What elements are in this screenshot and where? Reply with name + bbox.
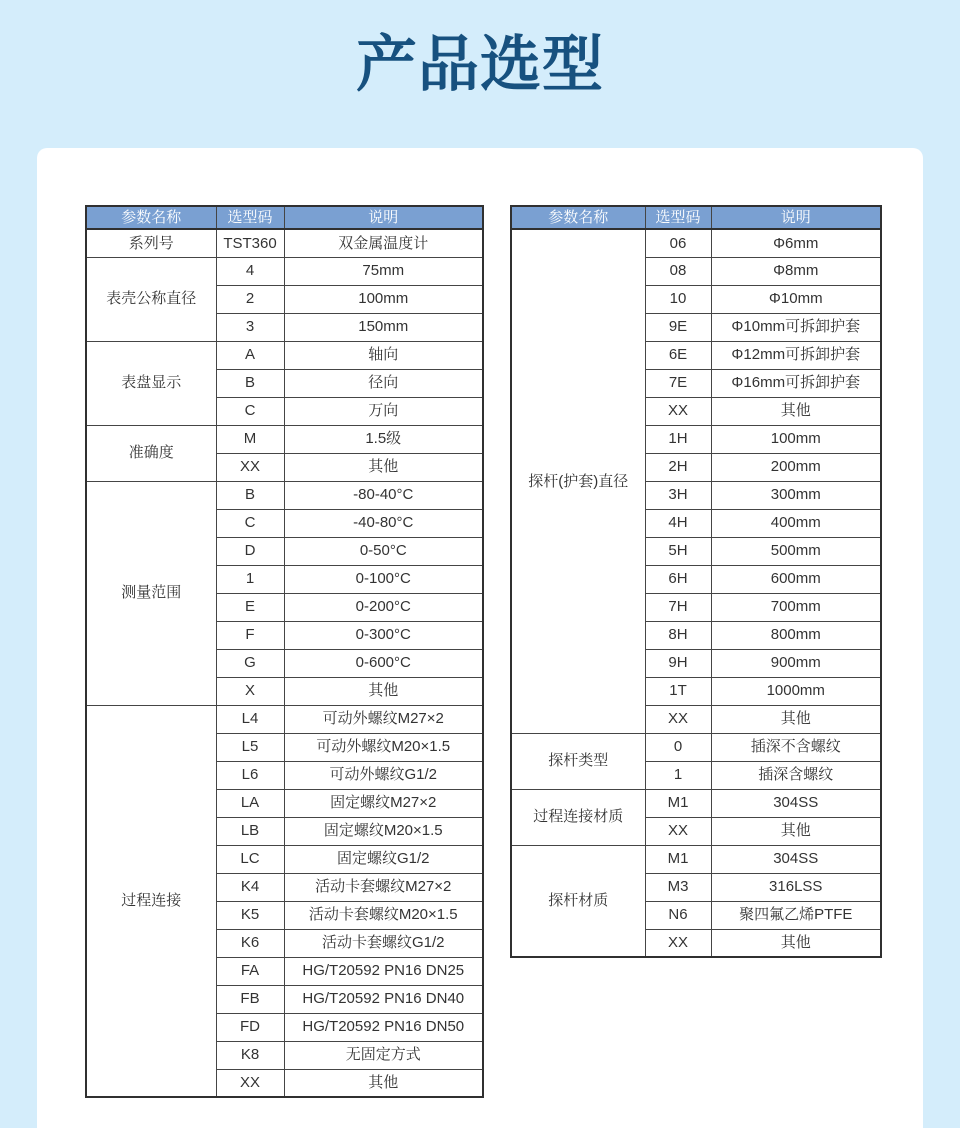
description-cell: Φ12mm可拆卸护套 [711,341,881,369]
selection-table-left [85,205,484,1098]
description-cell: 800mm [711,621,881,649]
description-cell: 活动卡套螺纹G1/2 [284,929,483,957]
description-cell: 200mm [711,453,881,481]
table-row [511,845,881,873]
description-cell: 304SS [711,845,881,873]
description-cell: 可动外螺纹M27×2 [284,705,483,733]
code-cell: 5H [645,537,711,565]
code-cell: X [216,677,284,705]
description-cell: 500mm [711,537,881,565]
code-cell: E [216,593,284,621]
description-cell: 万向 [284,397,483,425]
description-cell: 固定螺纹G1/2 [284,845,483,873]
code-cell: C [216,509,284,537]
code-cell: L4 [216,705,284,733]
code-cell: LC [216,845,284,873]
param-name-cell: 探杆类型 [511,733,645,789]
code-cell: 06 [645,229,711,257]
column-header: 选型码 [645,206,711,229]
code-cell: XX [216,1069,284,1097]
code-cell: LB [216,817,284,845]
code-cell: XX [645,817,711,845]
code-cell: L6 [216,761,284,789]
page-title: 产品选型 [355,30,604,98]
code-cell: TST360 [216,229,284,257]
description-cell: 316LSS [711,873,881,901]
table-row [511,229,881,257]
param-name-cell: 探杆(护套)直径 [511,229,645,733]
description-cell: HG/T20592 PN16 DN25 [284,957,483,985]
code-cell: 8H [645,621,711,649]
description-cell: 75mm [284,257,483,285]
description-cell: 其他 [284,1069,483,1097]
description-cell: -40-80°C [284,509,483,537]
description-cell: 300mm [711,481,881,509]
tables-container [37,148,923,1098]
code-cell: XX [645,397,711,425]
description-cell: 其他 [711,705,881,733]
description-cell: 100mm [284,285,483,313]
code-cell: 1 [645,761,711,789]
header-row [511,206,881,229]
description-cell: 聚四氟乙烯PTFE [711,901,881,929]
column-header: 选型码 [216,206,284,229]
code-cell: A [216,341,284,369]
code-cell: 3H [645,481,711,509]
description-cell: 固定螺纹M20×1.5 [284,817,483,845]
description-cell: 1000mm [711,677,881,705]
description-cell: 100mm [711,425,881,453]
code-cell: F [216,621,284,649]
code-cell: K5 [216,901,284,929]
description-cell: 其他 [711,397,881,425]
code-cell: M1 [645,845,711,873]
code-cell: K4 [216,873,284,901]
code-cell: B [216,369,284,397]
code-cell: 7H [645,593,711,621]
description-cell: 插深含螺纹 [711,761,881,789]
description-cell: 0-200°C [284,593,483,621]
table-row [86,481,483,509]
code-cell: FB [216,985,284,1013]
description-cell: 插深不含螺纹 [711,733,881,761]
description-cell: 固定螺纹M27×2 [284,789,483,817]
table-row [86,425,483,453]
code-cell: 08 [645,257,711,285]
header-row [86,206,483,229]
code-cell: XX [645,929,711,957]
description-cell: Φ16mm可拆卸护套 [711,369,881,397]
code-cell: 9H [645,649,711,677]
code-cell: M1 [645,789,711,817]
description-cell: 活动卡套螺纹M27×2 [284,873,483,901]
code-cell: XX [216,453,284,481]
description-cell: 双金属温度计 [284,229,483,257]
code-cell: K6 [216,929,284,957]
code-cell: FA [216,957,284,985]
table-row [86,257,483,285]
code-cell: 9E [645,313,711,341]
table-row [86,341,483,369]
description-cell: 600mm [711,565,881,593]
code-cell: 3 [216,313,284,341]
code-cell: 6E [645,341,711,369]
description-cell: Φ10mm [711,285,881,313]
code-cell: 2H [645,453,711,481]
selection-table-right [510,205,882,958]
code-cell: LA [216,789,284,817]
code-cell: N6 [645,901,711,929]
description-cell: 0-300°C [284,621,483,649]
column-header: 说明 [711,206,881,229]
description-cell: 轴向 [284,341,483,369]
description-cell: 无固定方式 [284,1041,483,1069]
param-name-cell: 过程连接材质 [511,789,645,845]
code-cell: B [216,481,284,509]
description-cell: 900mm [711,649,881,677]
code-cell: K8 [216,1041,284,1069]
code-cell: XX [645,705,711,733]
description-cell: 可动外螺纹G1/2 [284,761,483,789]
code-cell: 4 [216,257,284,285]
code-cell: 7E [645,369,711,397]
description-cell: 其他 [711,817,881,845]
content-panel [37,148,923,1128]
code-cell: FD [216,1013,284,1041]
description-cell: HG/T20592 PN16 DN40 [284,985,483,1013]
description-cell: -80-40°C [284,481,483,509]
description-cell: Φ8mm [711,257,881,285]
param-name-cell: 测量范围 [86,481,216,705]
table-row [511,733,881,761]
description-cell: 0-100°C [284,565,483,593]
code-cell: M3 [645,873,711,901]
description-cell: 活动卡套螺纹M20×1.5 [284,901,483,929]
description-cell: 径向 [284,369,483,397]
code-cell: 1T [645,677,711,705]
description-cell: 其他 [711,929,881,957]
description-cell: 700mm [711,593,881,621]
code-cell: D [216,537,284,565]
description-cell: Φ6mm [711,229,881,257]
param-name-cell: 探杆材质 [511,845,645,957]
description-cell: 304SS [711,789,881,817]
description-cell: 400mm [711,509,881,537]
column-header: 说明 [284,206,483,229]
column-header: 参数名称 [511,206,645,229]
description-cell: 其他 [284,453,483,481]
table-row [86,705,483,733]
table-row [511,789,881,817]
code-cell: 1 [216,565,284,593]
column-header: 参数名称 [86,206,216,229]
description-cell: 150mm [284,313,483,341]
code-cell: 10 [645,285,711,313]
param-name-cell: 表盘显示 [86,341,216,425]
table-row [86,229,483,257]
param-name-cell: 表壳公称直径 [86,257,216,341]
code-cell: 4H [645,509,711,537]
description-cell: 1.5级 [284,425,483,453]
code-cell: 2 [216,285,284,313]
code-cell: G [216,649,284,677]
description-cell: 可动外螺纹M20×1.5 [284,733,483,761]
description-cell: 其他 [284,677,483,705]
code-cell: C [216,397,284,425]
param-name-cell: 系列号 [86,229,216,257]
description-cell: 0-50°C [284,537,483,565]
param-name-cell: 过程连接 [86,705,216,1097]
code-cell: 6H [645,565,711,593]
description-cell: Φ10mm可拆卸护套 [711,313,881,341]
param-name-cell: 准确度 [86,425,216,481]
code-cell: 1H [645,425,711,453]
code-cell: 0 [645,733,711,761]
code-cell: L5 [216,733,284,761]
code-cell: M [216,425,284,453]
description-cell: 0-600°C [284,649,483,677]
description-cell: HG/T20592 PN16 DN50 [284,1013,483,1041]
